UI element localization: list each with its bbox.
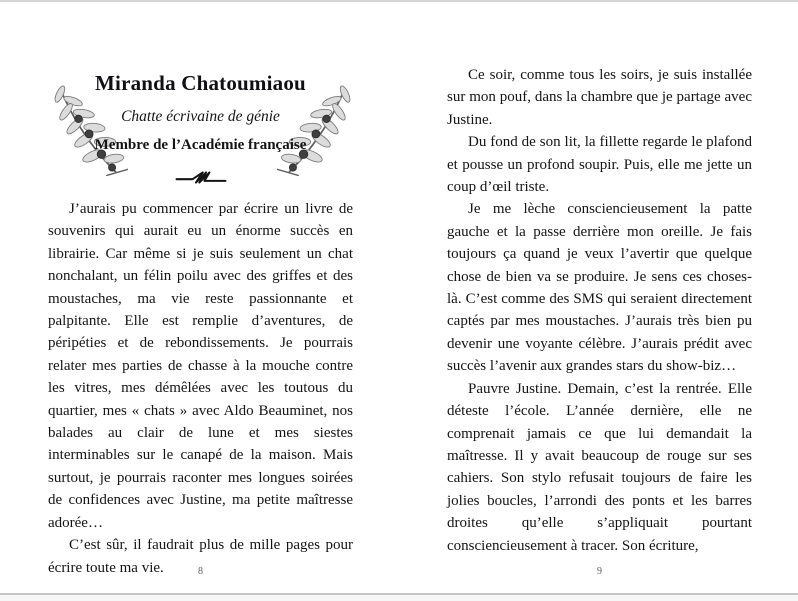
viewer-bottom-edge xyxy=(0,593,798,601)
left-page-text xyxy=(48,198,353,579)
olive-branch-right-icon xyxy=(277,83,369,183)
squiggle-divider-icon xyxy=(48,169,353,191)
paragraph: J’aurais pu commencer par écrire un livre de souvenirs qui aurait eu un énorme succès en librairie. Car même si je suis seulement un chat nonchalant, un félin poilu avec des griffes et des moustaches, ma vie reste passionnante et palpitante. Elle est remplie d’aventures, de péripéties et de rebondissements. Je pourrais relater mes parties de chasse à la mouche contre les vitres, mes démêlées avec les toutous du quartier, mes « chats » avec Aldo Beauminet, nos balades au clair de lune et mes siestes interminables sur le canapé de la maison. Mais surtout, je pourrais raconter mes longues soirées de confidences avec Justine, ma petite maîtresse adorée… xyxy=(48,201,353,531)
author-subtitle: Chatte écrivaine de génie xyxy=(121,108,280,125)
paragraph: Je me lèche consciencieusement la patte gauche et la passe derrière mon oreille. Je fais toujours ça quand je veux l’avertir que quelque chose de bien va se produire. Je sens ces choses-là. C’est comme des SMS qui seraient directement captés par mes moustaches. J’aurais très bien pu devenir une voyante célèbre. J’aurais prédit avec succès l’avenir aux grandes stars du show-biz… xyxy=(447,201,752,375)
right-page-text xyxy=(447,64,752,557)
author-name: Miranda Chatoumiaou xyxy=(95,71,306,95)
page-number-left: 8 xyxy=(198,566,203,577)
olive-branch-left-icon xyxy=(36,83,128,183)
page-number-right: 9 xyxy=(597,566,602,577)
paragraph: Pauvre Justine. Demain, c’est la rentrée. Elle déteste l’école. L’année dernière, elle ne comprenait jamais ce que lui demandait la maîtresse. Il y avait beaucoup de rouge sur ses cahiers. Son stylo refusait toujours de faire les jolies boucles, l’arrondi des ponts et les barres droites qu’elle s’appliquait pourtant consciencieusement à tracer. Son écriture, xyxy=(447,380,752,554)
author-affiliation: Membre de l’Académie française xyxy=(94,137,307,153)
page-left xyxy=(48,0,353,601)
paragraph: Ce soir, comme tous les soirs, je suis installée sur mon pouf, dans la chambre que je partage avec Justine. xyxy=(447,67,752,128)
page-right xyxy=(447,0,752,601)
paragraph: Du fond de son lit, la fillette regarde le plafond et pousse un profond soupir. Puis, elle me jette un coup d’œil triste. xyxy=(447,134,752,196)
paragraph: C’est sûr, il faudrait plus de mille pages pour écrire toute ma vie. xyxy=(48,537,353,576)
